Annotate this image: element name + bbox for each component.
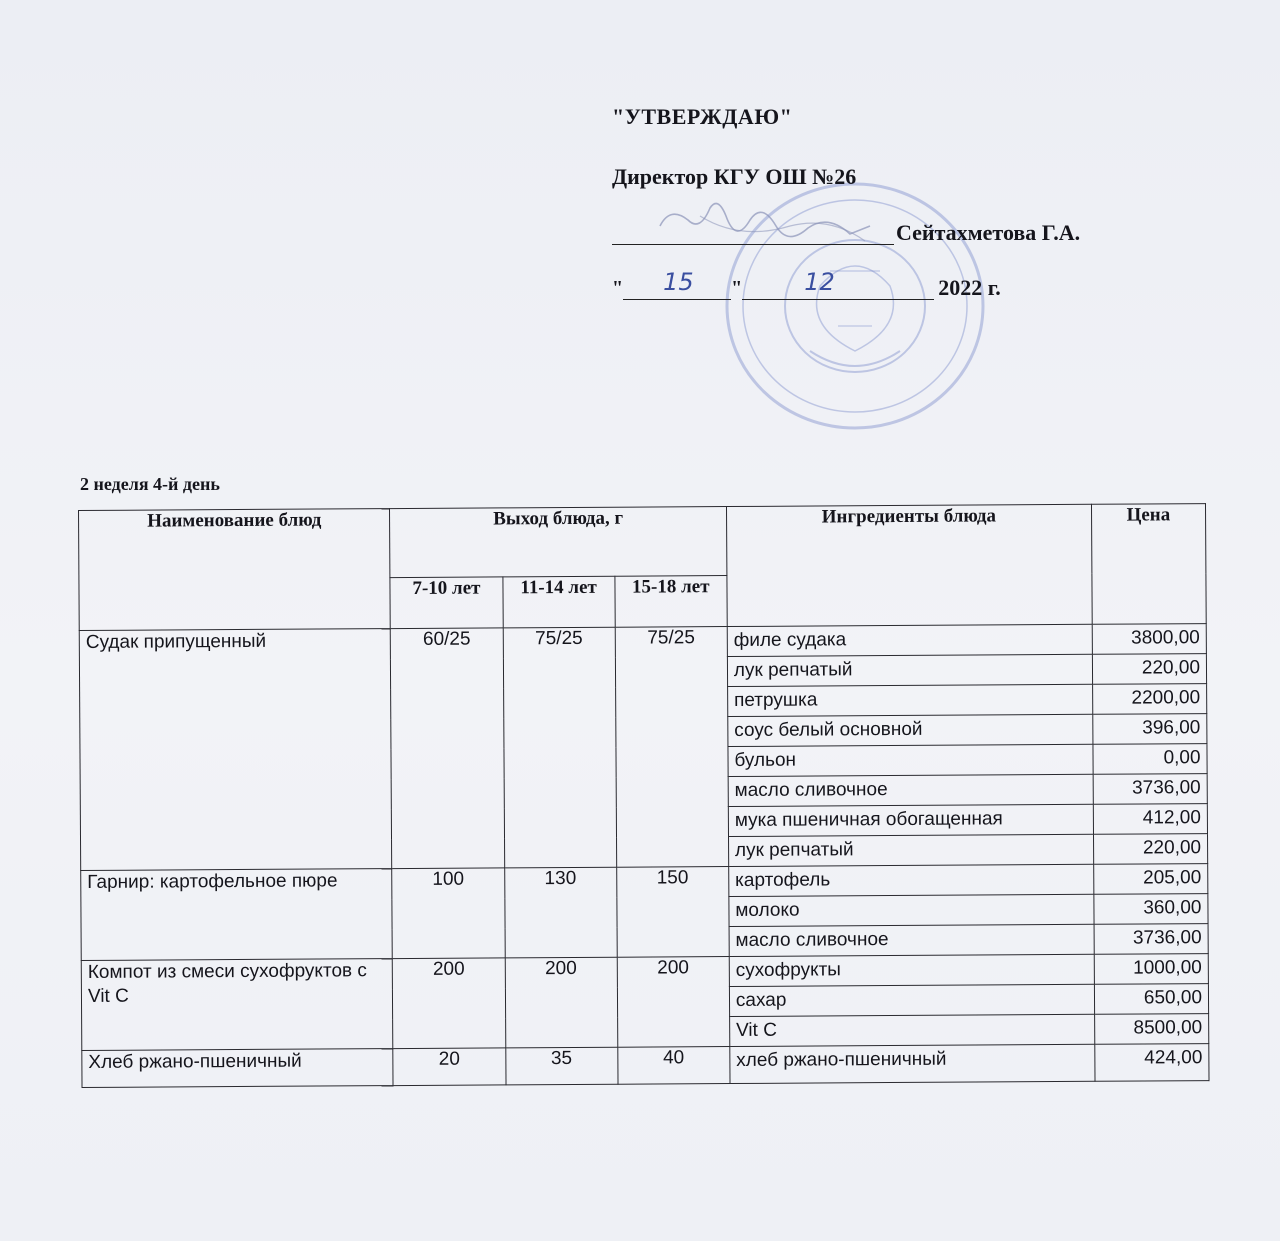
yield-15-18: 40 <box>617 1047 729 1085</box>
day-blank <box>623 268 731 300</box>
menu-table <box>78 503 1210 1088</box>
ingredient-price: 205,00 <box>1093 864 1207 895</box>
ingredient-price: 8500,00 <box>1094 1014 1208 1045</box>
header-dish: Наименование блюд <box>79 509 391 631</box>
director-title: Директор КГУ ОШ №26 <box>612 164 857 189</box>
ingredient-price: 3736,00 <box>1094 924 1208 955</box>
ingredient-price: 412,00 <box>1093 804 1207 835</box>
year-value: 2022 г. <box>938 275 1001 300</box>
ingredient-name: масло сливочное <box>729 924 1094 956</box>
ingredient-name: картофель <box>729 864 1094 896</box>
month-blank <box>742 268 934 300</box>
ingredient-name: хлеб ржано-пшеничный <box>730 1044 1095 1083</box>
header-ingredients: Ингредиенты блюда <box>726 504 1092 626</box>
header-age-7-10: 7-10 лет <box>390 577 502 629</box>
date-quote-close: " <box>731 277 743 299</box>
yield-11-14: 35 <box>505 1047 617 1085</box>
ingredient-name: мука пшеничная обогащенная <box>728 804 1093 836</box>
ingredient-price: 220,00 <box>1092 654 1206 685</box>
signature-blank <box>612 220 894 245</box>
approval-date <box>612 268 1132 300</box>
ingredient-price: 424,00 <box>1094 1044 1209 1082</box>
table-row <box>82 1044 1209 1088</box>
yield-7-10: 60/25 <box>391 628 505 869</box>
ingredient-name: бульон <box>728 744 1093 776</box>
ingredient-price: 650,00 <box>1094 984 1208 1015</box>
ingredient-name: лук репчатый <box>728 834 1093 866</box>
header-age-15-18: 15-18 лет <box>615 576 727 628</box>
ingredient-price: 1000,00 <box>1094 954 1208 985</box>
ingredient-name: лук репчатый <box>727 654 1092 686</box>
ingredient-name: сахар <box>729 984 1094 1016</box>
dish-name: Компот из смеси сухофруктов с Vit C <box>81 959 393 1051</box>
ingredient-price: 396,00 <box>1092 714 1206 745</box>
ingredient-name: петрушка <box>727 684 1092 716</box>
approval-title: "УТВЕРЖДАЮ" <box>612 104 793 129</box>
yield-7-10: 20 <box>393 1048 505 1086</box>
header-yield: Выход блюда, г <box>390 507 727 578</box>
approval-block <box>612 104 1132 300</box>
header-age-11-14: 11-14 лет <box>502 576 614 628</box>
ingredient-name: Vit C <box>729 1014 1094 1046</box>
dish-name: Судак припущенный <box>79 629 392 871</box>
yield-11-14: 75/25 <box>503 627 617 868</box>
ingredient-name: масло сливочное <box>728 774 1093 806</box>
ingredient-price: 2200,00 <box>1092 684 1206 715</box>
week-label: 2 неделя 4-й день <box>80 474 220 494</box>
dish-name: Хлеб ржано-пшеничный <box>82 1049 394 1088</box>
ingredient-name: филе судака <box>727 624 1092 656</box>
director-name: Сейтахметова Г.А. <box>896 220 1081 245</box>
ingredient-name: сухофрукты <box>729 954 1094 986</box>
day-value: 15 <box>663 268 694 296</box>
ingredient-price: 0,00 <box>1093 744 1207 775</box>
yield-11-14: 130 <box>504 867 617 958</box>
yield-15-18: 200 <box>617 957 730 1048</box>
yield-7-10: 100 <box>392 868 505 959</box>
ingredient-price: 360,00 <box>1094 894 1208 925</box>
header-price: Цена <box>1091 504 1206 625</box>
signature-line <box>612 220 1132 245</box>
ingredient-name: соус белый основной <box>728 714 1093 746</box>
ingredient-price: 3800,00 <box>1092 624 1206 655</box>
date-quote-open: " <box>612 277 624 299</box>
yield-15-18: 75/25 <box>615 627 729 868</box>
ingredient-price: 3736,00 <box>1093 774 1207 805</box>
yield-15-18: 150 <box>616 867 729 958</box>
dish-name: Гарнир: картофельное пюре <box>81 869 393 961</box>
ingredient-name: молоко <box>729 894 1094 926</box>
yield-11-14: 200 <box>505 957 618 1048</box>
ingredient-price: 220,00 <box>1093 834 1207 865</box>
yield-7-10: 200 <box>393 958 506 1049</box>
month-value: 12 <box>804 268 835 296</box>
header-row <box>79 504 1206 580</box>
